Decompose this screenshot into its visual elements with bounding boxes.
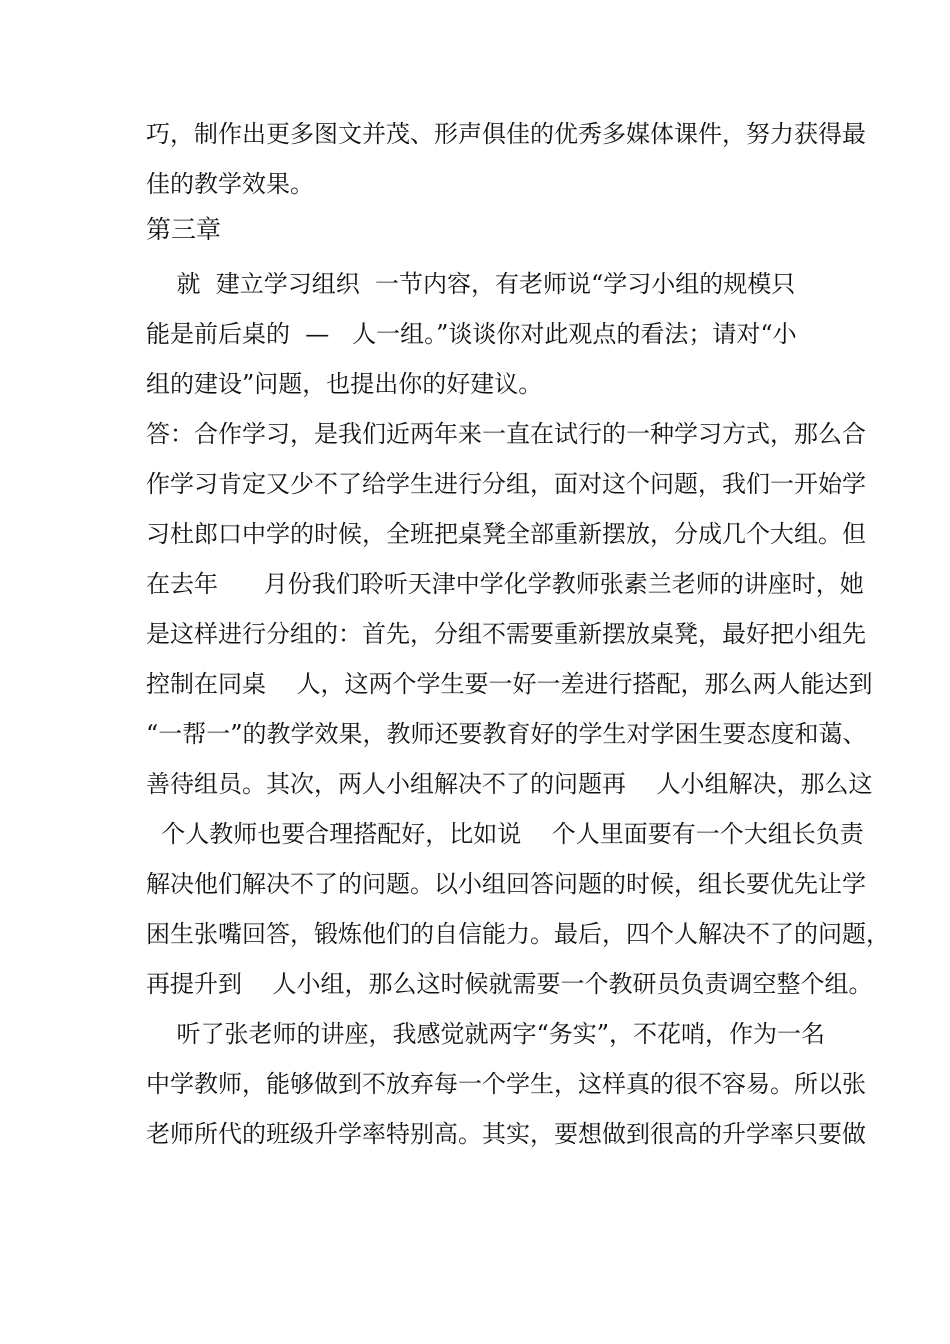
answer-line: 善待组员。其次，两人小组解决不了的问题再 人小组解决，那么这 bbox=[146, 770, 873, 798]
answer-line: 答：合作学习，是我们近两年来一直在试行的一种学习方式，那么合 bbox=[146, 420, 866, 448]
question-line: 能是前后桌的 — 人一组。”谈谈你对此观点的看法；请对“小 bbox=[146, 320, 797, 348]
text-line: 佳的教学效果。 bbox=[146, 170, 314, 198]
answer-line: 是这样进行分组的：首先，分组不需要重新摆放桌凳，最好把小组先 bbox=[146, 620, 866, 648]
reflection-line: 中学教师，能够做到不放弃每一个学生，这样真的很不容易。所以张 bbox=[146, 1070, 866, 1098]
answer-line: 在去年 月份我们聆听天津中学化学教师张素兰老师的讲座时，她 bbox=[146, 570, 864, 598]
answer-line: 习杜郎口中学的时候，全班把桌凳全部重新摆放，分成几个大组。但 bbox=[146, 520, 866, 548]
answer-line: 解决他们解决不了的问题。以小组回答问题的时候，组长要优先让学 bbox=[146, 870, 866, 898]
answer-line: 作学习肯定又少不了给学生进行分组，面对这个问题，我们一开始学 bbox=[146, 470, 866, 498]
question-line: 就 建立学习组织 一节内容，有老师说“学习小组的规模只 bbox=[146, 270, 796, 298]
reflection-line: 听了张老师的讲座，我感觉就两字“务实”，不花哨，作为一名 bbox=[146, 1020, 826, 1048]
answer-line: 个人教师也要合理搭配好，比如说 个人里面要有一个大组长负责 bbox=[146, 820, 864, 848]
answer-line: “一帮一”的教学效果，教师还要教育好的学生对学困生要态度和蔼、 bbox=[146, 720, 867, 748]
answer-line: 困生张嘴回答，锻炼他们的自信能力。最后，四个人解决不了的问题， bbox=[146, 920, 890, 948]
question-line: 组的建设”问题，也提出你的好建议。 bbox=[146, 370, 543, 398]
reflection-line: 老师所代的班级升学率特别高。其实，要想做到很高的升学率只要做 bbox=[146, 1120, 866, 1148]
text-line: 巧，制作出更多图文并茂、形声俱佳的优秀多媒体课件，努力获得最 bbox=[146, 120, 866, 148]
answer-line: 控制在同桌 人，这两个学生要一好一差进行搭配，那么两人能达到 bbox=[146, 670, 873, 698]
answer-line: 再提升到 人小组，那么这时候就需要一个教研员负责调空整个组。 bbox=[146, 970, 873, 998]
chapter-heading: 第三章 bbox=[146, 215, 222, 244]
